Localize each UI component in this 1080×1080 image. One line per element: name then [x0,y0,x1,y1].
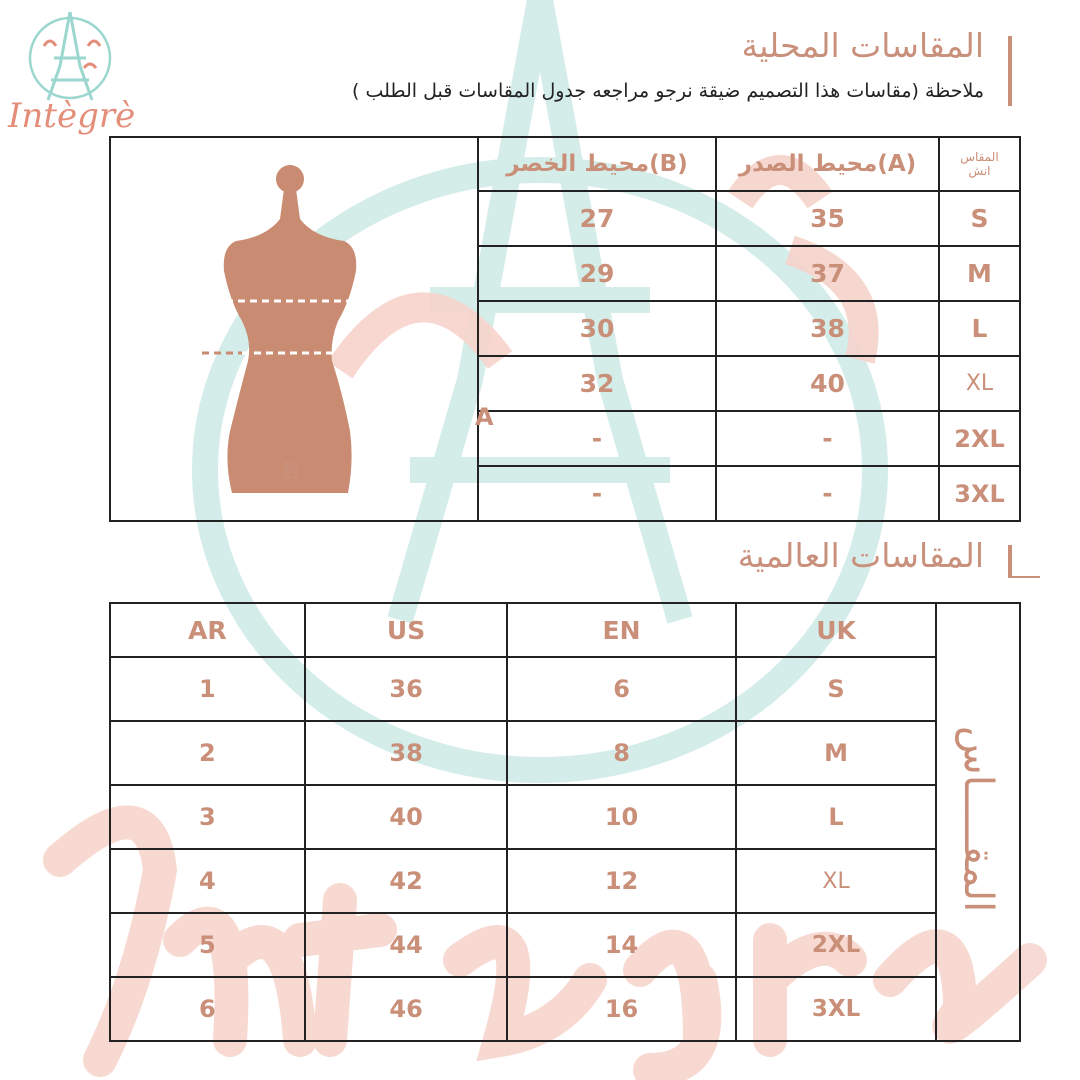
table-row [110,721,1020,785]
us-cell: 42 [305,849,508,913]
us-cell: 38 [305,721,508,785]
chest-cell: 37 [716,246,939,301]
size-cell: 3XL [939,466,1020,521]
uk-cell: S [736,657,937,721]
waist-cell: 29 [478,246,716,301]
chest-cell: 40 [716,356,939,411]
mannequin-icon [114,141,474,511]
measure-b-label: B [282,457,301,485]
chest-header: محيط الصدر(A) [716,137,939,191]
size-side-label: المقـــــاس [936,603,1020,1041]
table-row [110,785,1020,849]
table-row [110,977,1020,1041]
size-cell: L [939,301,1020,356]
uk-cell: L [736,785,937,849]
en-cell: 6 [507,657,735,721]
chest-cell: - [716,411,939,466]
size-header: المقاس انش [939,137,1020,191]
waist-cell: - [478,411,716,466]
measure-a-label: A [475,403,494,431]
international-sizes-table [109,602,1021,1042]
waist-cell: 27 [478,191,716,246]
en-cell: 10 [507,785,735,849]
uk-cell: M [736,721,937,785]
size-cell: 2XL [939,411,1020,466]
ar-header: AR [110,603,305,657]
chest-cell: 38 [716,301,939,356]
local-sizes-table [109,136,1021,522]
chest-cell: - [716,466,939,521]
us-cell: 36 [305,657,508,721]
en-cell: 14 [507,913,735,977]
us-cell: 46 [305,977,508,1041]
uk-cell: 3XL [736,977,937,1041]
section-bar [1008,545,1012,577]
mannequin-cell [110,137,494,521]
brand-logo-text: Intègrè [8,96,136,136]
us-header: US [305,603,508,657]
waist-cell: - [478,466,716,521]
size-cell: M [939,246,1020,301]
table-row [110,657,1020,721]
ar-cell: 6 [110,977,305,1041]
table-row [110,849,1020,913]
waist-header: محيط الخصر(B) [478,137,716,191]
local-sizes-title: المقاسات المحلية [741,26,984,65]
table-row [110,913,1020,977]
chest-cell: 35 [716,191,939,246]
section-underline [1008,576,1040,578]
waist-cell: 32 [478,356,716,411]
international-sizes-title: المقاسات العالمية [737,536,984,575]
ar-cell: 2 [110,721,305,785]
en-header: EN [507,603,735,657]
uk-header: UK [736,603,937,657]
size-cell: S [939,191,1020,246]
us-cell: 40 [305,785,508,849]
section-bar [1008,36,1012,106]
uk-cell: XL [736,849,937,913]
ar-cell: 3 [110,785,305,849]
ar-cell: 1 [110,657,305,721]
size-cell: XL [939,356,1020,411]
waist-cell: 30 [478,301,716,356]
en-cell: 16 [507,977,735,1041]
ar-cell: 5 [110,913,305,977]
ar-cell: 4 [110,849,305,913]
sizing-note: ملاحظة (مقاسات هذا التصميم ضيقة نرجو مراجعه جدول المقاسات قبل الطلب ) [352,80,984,102]
en-cell: 12 [507,849,735,913]
en-cell: 8 [507,721,735,785]
us-cell: 44 [305,913,508,977]
uk-cell: 2XL [736,913,937,977]
